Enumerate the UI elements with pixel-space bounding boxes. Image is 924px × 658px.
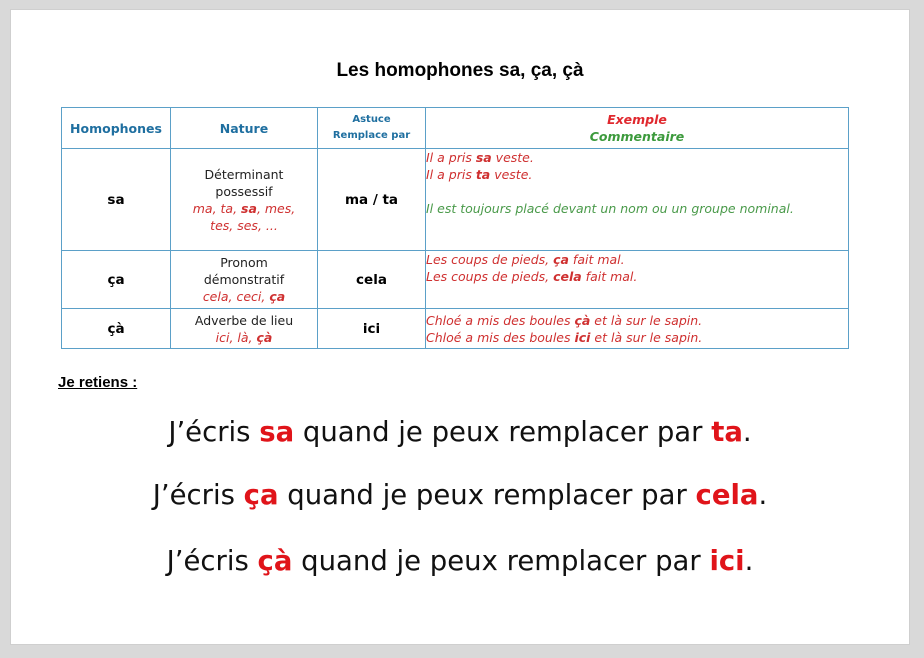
- homophone-cell: ça: [62, 251, 171, 309]
- nature-line: Adverbe de lieu: [194, 312, 294, 328]
- rule-line: [11, 545, 909, 577]
- nature-example-bold: çà: [256, 329, 273, 345]
- table-row: [62, 251, 849, 309]
- rule-keyword: ça: [243, 479, 279, 511]
- header-astuce: [318, 108, 426, 149]
- homophone-cell: sa: [62, 149, 171, 251]
- nature-example-text: cela, ceci,: [202, 289, 270, 304]
- example-cell: [426, 309, 849, 349]
- rule-text: J’écris: [152, 479, 244, 511]
- rule-keyword: çà: [257, 545, 293, 577]
- example-line: [426, 251, 848, 268]
- example-bold: çà: [574, 312, 591, 328]
- nature-line: démonstratif: [203, 272, 285, 287]
- example-text: et là sur le sapin.: [590, 329, 703, 345]
- example-bold: ici: [574, 329, 591, 345]
- example-text: Chloé a mis des boules: [426, 312, 575, 328]
- example-text: Les coups de pieds,: [426, 252, 554, 267]
- header-astuce-line2: Remplace par: [332, 130, 411, 141]
- nature-example-text: ici, là,: [215, 329, 257, 345]
- example-text: Il a pris: [426, 150, 476, 165]
- example-text: Les coups de pieds,: [426, 269, 554, 284]
- astuce-cell: ma / ta: [318, 149, 426, 251]
- rule-text: quand je peux remplacer par: [294, 416, 712, 448]
- example-text: fait mal.: [568, 252, 625, 267]
- rule-replacement: cela: [695, 479, 759, 511]
- rule-text: quand je peux remplacer par: [278, 479, 696, 511]
- example-text: veste.: [491, 150, 534, 165]
- nature-examples: tes, ses, ...: [210, 217, 278, 233]
- nature-examples: [216, 330, 273, 345]
- example-cell: [426, 251, 849, 309]
- rule-keyword: sa: [259, 416, 295, 448]
- example-text: Chloé a mis des boules: [426, 329, 575, 345]
- nature-examples: [203, 289, 285, 304]
- example-text: et là sur le sapin.: [590, 312, 703, 328]
- rule-text: J’écris: [166, 545, 258, 577]
- retiens-heading: Je retiens :: [58, 374, 138, 391]
- example-bold: ta: [475, 167, 491, 182]
- header-exemple: Exemple: [607, 112, 667, 127]
- rule-text: .: [742, 416, 752, 448]
- astuce-cell: cela: [318, 251, 426, 309]
- example-cell: [426, 149, 849, 251]
- table-row: [62, 149, 849, 251]
- rule-line: [11, 416, 909, 448]
- nature-examples: [193, 201, 296, 216]
- header-astuce-line1: Astuce: [352, 114, 391, 125]
- nature-cell: [171, 149, 318, 251]
- nature-example-bold: sa: [241, 200, 257, 216]
- rule-text: .: [758, 479, 768, 511]
- example-bold: sa: [475, 150, 492, 165]
- example-bold: ça: [553, 252, 569, 267]
- example-line: [426, 329, 848, 346]
- rule-text: .: [744, 545, 754, 577]
- header-homophones: Homophones: [62, 108, 171, 149]
- example-text: Il a pris: [426, 167, 476, 182]
- rule-text: quand je peux remplacer par: [292, 545, 710, 577]
- nature-example-text: , mes,: [256, 200, 296, 216]
- rule-replacement: ici: [709, 545, 745, 577]
- nature-line: possessif: [215, 183, 273, 199]
- rule-replacement: ta: [711, 416, 743, 448]
- nature-example-bold: ça: [269, 289, 286, 304]
- nature-line: Pronom: [220, 255, 268, 270]
- nature-line: Déterminant: [204, 166, 284, 182]
- comment-text: Il est toujours placé devant un nom ou un groupe nominal.: [426, 201, 794, 216]
- example-line: [426, 268, 848, 285]
- example-text: fait mal.: [581, 269, 638, 284]
- nature-cell: [171, 251, 318, 309]
- header-exemple-commentaire: [426, 108, 849, 149]
- page-title: Les homophones sa, ça, çà: [336, 60, 584, 81]
- example-text: veste.: [490, 167, 533, 182]
- rule-text: J’écris: [168, 416, 260, 448]
- example-line: [426, 166, 848, 183]
- table-header-row: [62, 108, 849, 149]
- header-commentaire: Commentaire: [589, 129, 685, 144]
- example-line: [426, 149, 848, 166]
- example-bold: cela: [553, 269, 582, 284]
- homophone-cell: çà: [62, 309, 171, 349]
- nature-example-text: ma, ta,: [192, 200, 242, 216]
- homophones-table: [61, 107, 849, 349]
- astuce-cell: ici: [318, 309, 426, 349]
- rule-line: [11, 479, 909, 511]
- nature-cell: [171, 309, 318, 349]
- table-row: [62, 309, 849, 349]
- header-nature: Nature: [171, 108, 318, 149]
- example-line: [426, 312, 848, 329]
- document-page: [10, 9, 910, 645]
